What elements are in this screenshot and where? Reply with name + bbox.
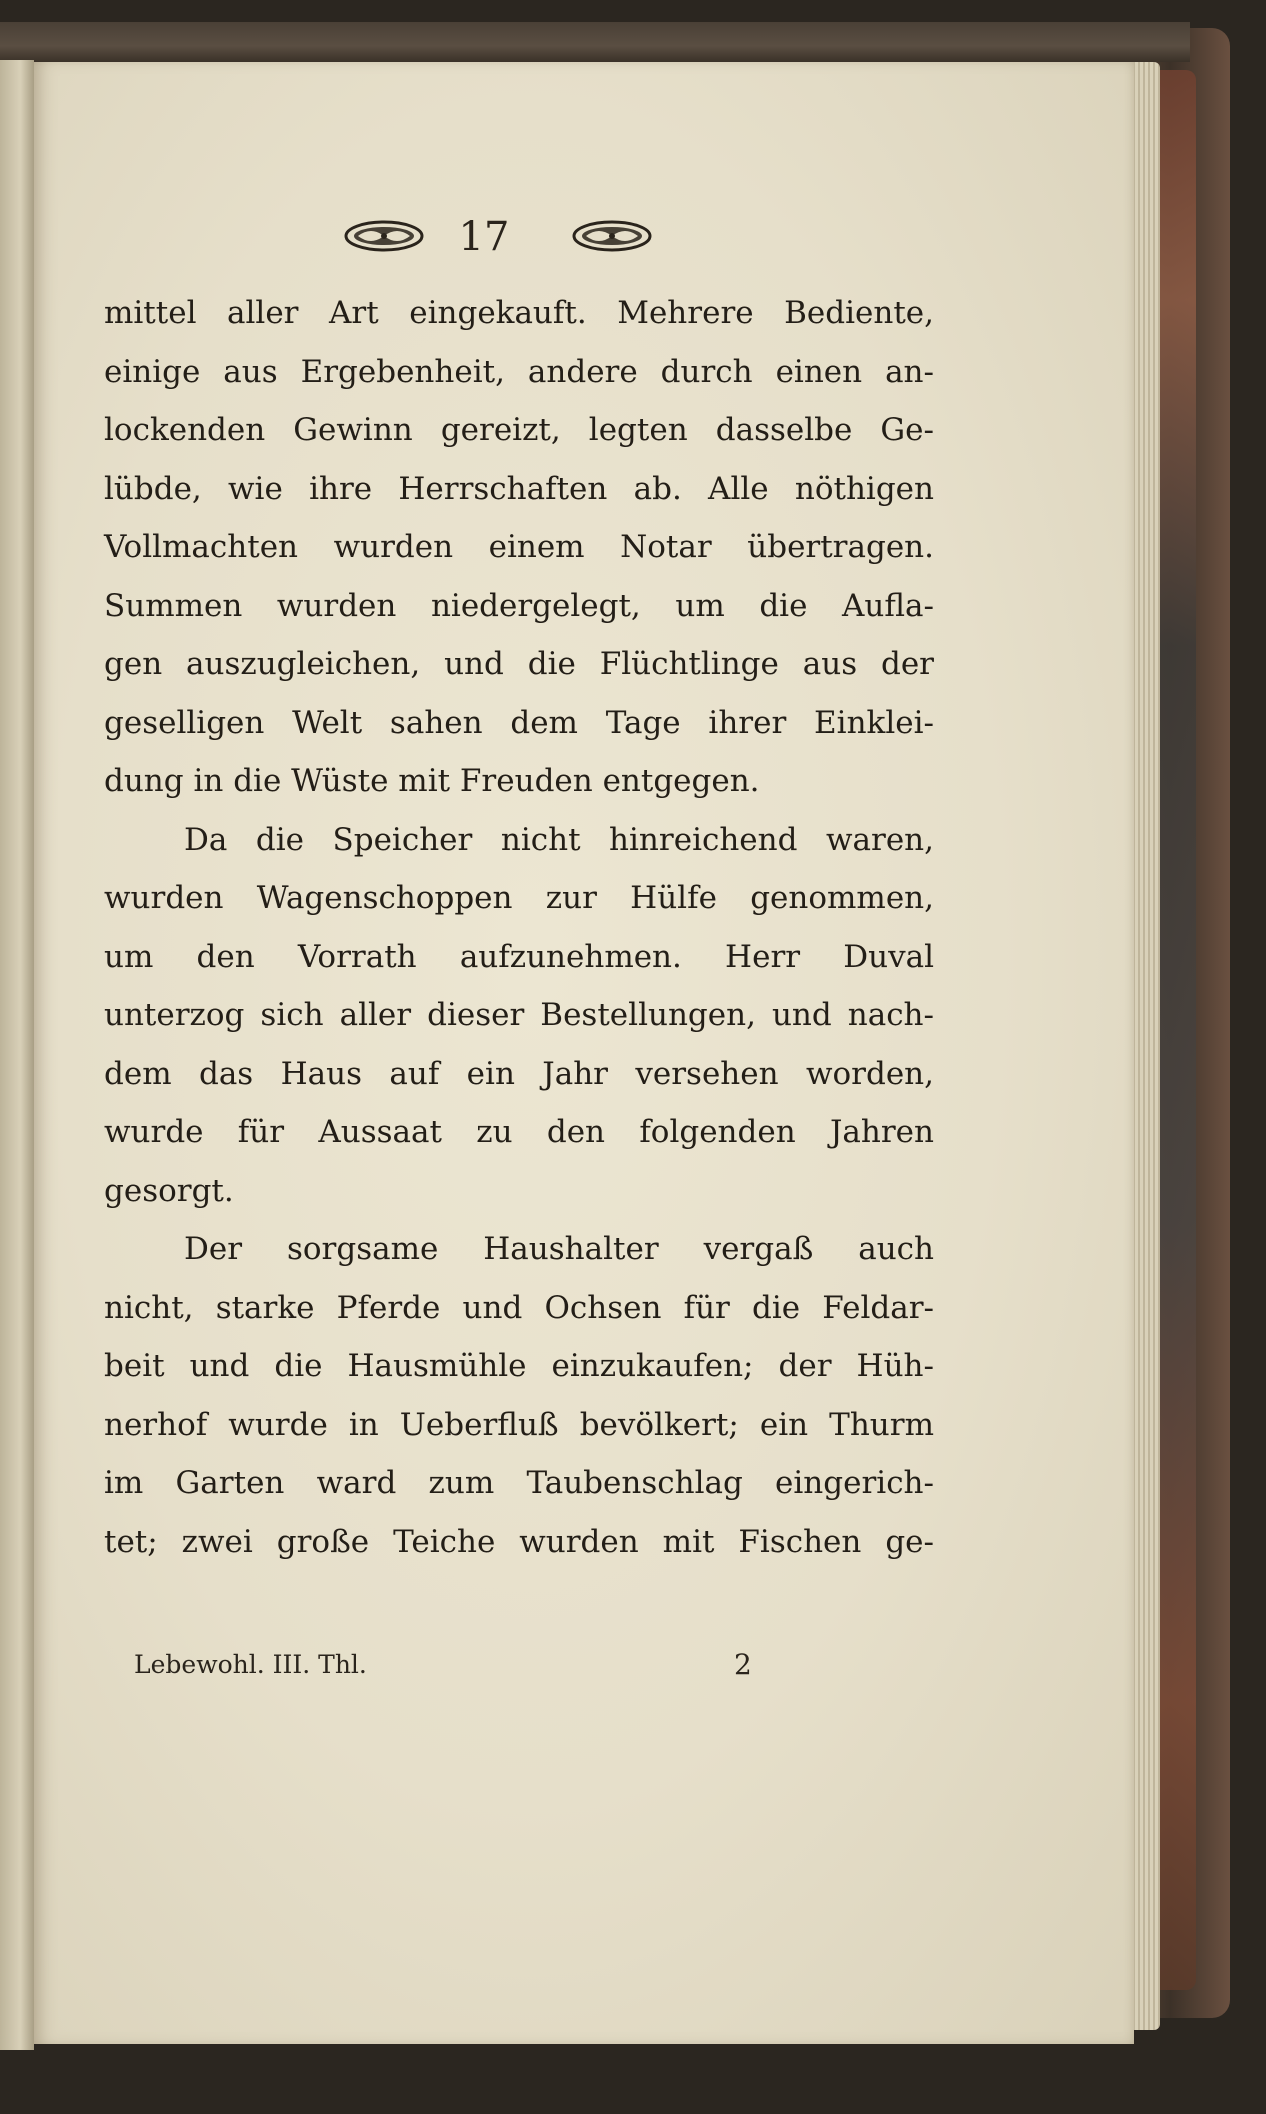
text-line: lockenden Gewinn gereizt, legten dasselbe Ge- xyxy=(104,412,934,448)
book-spine xyxy=(0,22,1190,62)
text-line: gen auszugleichen, und die Flüchtlinge aus der xyxy=(104,646,934,682)
text-line: lübde, wie ihre Herrschaften ab. Alle nöthigen xyxy=(104,470,934,507)
text-line: wurde für Aussaat zu den folgenden Jahren xyxy=(104,1114,934,1150)
text-line: mittel aller Art eingekauft. Mehrere Bediente, xyxy=(104,295,934,331)
book-page xyxy=(34,62,1134,2044)
text-line: Vollmachten wurden einem Notar übertragen. xyxy=(104,529,934,565)
left-page-edge xyxy=(0,60,34,2050)
text-line: tet; zwei große Teiche wurden mit Fischen ge- xyxy=(104,1523,934,1560)
text-line: unterzog sich aller dieser Bestellungen, und nach- xyxy=(104,997,934,1033)
text-line: Summen wurden niedergelegt, um die Aufla- xyxy=(104,587,934,624)
text-line: beit und die Hausmühle einzukaufen; der Hüh- xyxy=(104,1348,934,1384)
text-line: einige aus Ergebenheit, andere durch einen an- xyxy=(104,353,934,390)
signature-mark: 2 xyxy=(734,1648,752,1681)
page-number: 17 xyxy=(458,214,510,260)
text-line: dung in die Wüste mit Freuden entgegen. xyxy=(104,763,760,799)
text-line: nicht, starke Pferde und Ochsen für die Feldar- xyxy=(104,1289,934,1326)
page-footer xyxy=(104,1640,934,1690)
printer-signature: Lebewohl. III. Thl. xyxy=(134,1650,367,1679)
ornament-left-icon xyxy=(344,216,424,256)
text-line: dem das Haus auf ein Jahr versehen worden, xyxy=(104,1055,934,1092)
text-line: gesorgt. xyxy=(104,1172,234,1209)
text-line: im Garten ward zum Taubenschlag eingerich- xyxy=(104,1465,934,1501)
body-text xyxy=(104,284,934,1571)
text-line: Da die Speicher nicht hinreichend waren, xyxy=(184,821,934,858)
page-header xyxy=(34,202,1134,272)
ornament-right-icon xyxy=(572,216,652,256)
text-line: um den Vorrath aufzunehmen. Herr Duval xyxy=(104,938,934,975)
text-line: geselligen Welt sahen dem Tage ihrer Einklei- xyxy=(104,704,934,741)
text-line: wurden Wagenschoppen zur Hülfe genommen, xyxy=(104,880,934,916)
text-line: nerhof wurde in Ueberfluß bevölkert; ein Thurm xyxy=(104,1406,934,1443)
text-line: Der sorgsame Haushalter vergaß auch xyxy=(184,1231,934,1267)
